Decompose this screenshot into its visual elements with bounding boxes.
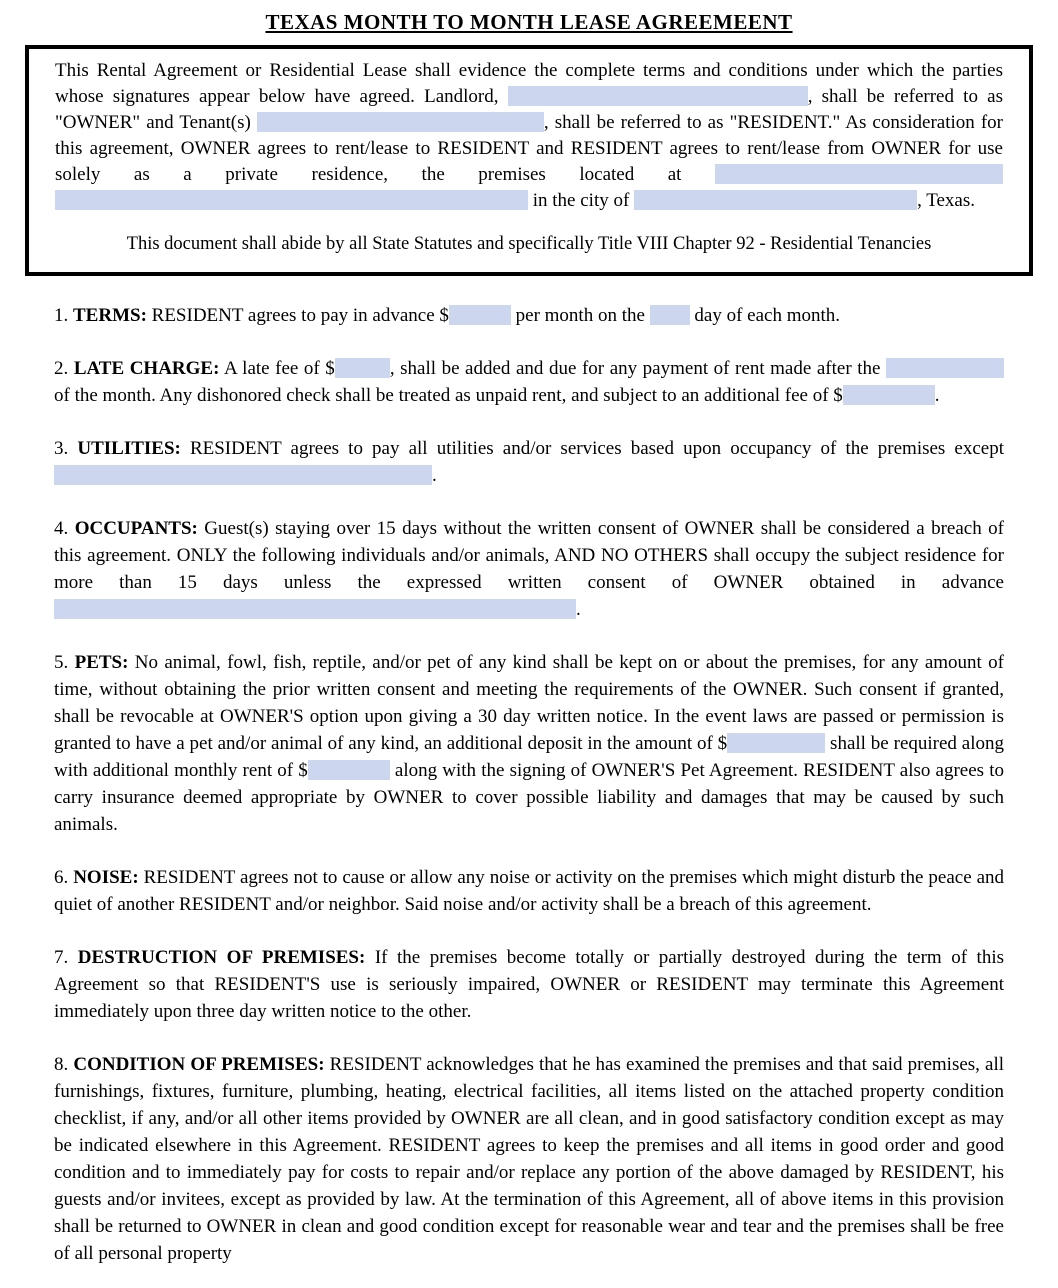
section-destruction-of-premises xyxy=(54,944,1004,1025)
section-condition-of-premises xyxy=(54,1051,1004,1267)
section-terms xyxy=(54,302,1004,329)
text-run: , shall be added and due for any payment of rent made after the xyxy=(389,358,886,379)
section-number: 8. xyxy=(54,1054,74,1075)
text-run: RESIDENT acknowledges that he has examined the premises and that said premises, all furnishings, fixtures, furniture, plumbing, heating, electrical facilities, all items listed on the attached property condition checklist, if any, and/or all other items provided by OWNER are all clean, and in good satisfactory condition except as may be indicated elsewhere in this Agreement. RESIDENT agrees to keep the premises and all items in good order and good condition and to immediately pay for costs to repair and/or replace any portion of the above damaged by RESIDENT, his guests and/or invitees, except as provided by law. At the termination of this Agreement, all of above items in this provision shall be returned to OWNER in clean and good condition except for reasonable wear and tear and the premises shall be free of all personal property xyxy=(54,1054,1005,1264)
section-noise xyxy=(54,864,1004,918)
text-run: , shall be referred to as "OWNER" and Tenant(s) xyxy=(55,86,1003,133)
utilities-exception-field[interactable] xyxy=(54,465,432,485)
section-heading: DESTRUCTION OF PREMISES: xyxy=(77,947,366,968)
premises-address-field[interactable] xyxy=(715,164,1003,184)
dishonored-check-fee-field[interactable] xyxy=(843,385,935,405)
section-number: 1. xyxy=(54,305,73,326)
section-heading: LATE CHARGE: xyxy=(73,358,220,379)
section-utilities xyxy=(54,435,1004,489)
section-late-charge xyxy=(54,355,1004,409)
section-occupants xyxy=(54,515,1004,623)
section-heading: CONDITION OF PREMISES: xyxy=(73,1054,325,1075)
text-run: This Rental Agreement or Residential Lease shall evidence the complete terms and conditions under which the parties whose signatures appear below have agreed. Landlord, xyxy=(55,60,1003,107)
sections xyxy=(54,302,1004,1267)
pet-deposit-field[interactable] xyxy=(727,733,825,753)
text-run: , Texas. xyxy=(917,190,976,211)
section-heading: UTILITIES: xyxy=(77,438,181,459)
section-number: 6. xyxy=(54,867,74,888)
text-run: No animal, fowl, fish, reptile, and/or pet of any kind shall be kept on or about the premises, for any amount of time, without obtaining the prior written consent and meeting the requirements of the OWNER. Such consent if granted, shall be revocable at OWNER'S option upon giving a 30 day written notice. In the event laws are passed or permission is granted to have a pet and/or animal of any kind, an additional deposit in the amount of $ xyxy=(54,652,1005,754)
text-run: RESIDENT agrees to pay in advance $ xyxy=(146,305,449,326)
late-fee-amount-field[interactable] xyxy=(335,358,390,378)
section-number: 7. xyxy=(54,947,78,968)
text-run: RESIDENT agrees not to cause or allow any noise or activity on the premises which might disturb the peace and quiet of another RESIDENT and/or neighbor. Said noise and/or activity shall be a breach of this agreement. xyxy=(54,867,1005,915)
approved-occupants-field[interactable] xyxy=(54,599,576,619)
text-run: If the premises become totally or partially destroyed during the term of this Agreement so that RESIDENT'S use is seriously impaired, OWNER or RESIDENT may terminate this Agreement immediately upon three day written notice to the other. xyxy=(54,947,1005,1022)
section-pets xyxy=(54,649,1004,838)
text-run: . xyxy=(934,385,940,406)
section-number: 3. xyxy=(54,438,78,459)
text-run: . xyxy=(432,465,437,486)
section-number: 2. xyxy=(54,358,74,379)
text-run: A late fee of $ xyxy=(219,358,335,379)
text-run: shall be required along with additional monthly rent of $ xyxy=(54,733,1004,781)
intro-paragraph xyxy=(55,58,1003,214)
landlord-name-field[interactable] xyxy=(508,86,808,106)
text-run: along with the signing of OWNER'S Pet Agreement. RESIDENT also agrees to carry insurance deemed appropriate by OWNER to cover possible liability and damages that may be caused by such animals. xyxy=(54,760,1005,835)
section-heading: NOISE: xyxy=(73,867,139,888)
statute-line: This document shall abide by all State Statutes and specifically Title VIII Chapter 92 - Residential Tenancies xyxy=(126,234,932,254)
premises-address-field-2[interactable] xyxy=(55,190,528,210)
section-number: 5. xyxy=(54,652,75,673)
text-run: in the city of xyxy=(528,190,635,211)
section-number: 4. xyxy=(54,518,75,539)
text-run: Guest(s) staying over 15 days without the written consent of OWNER shall be considered a breach of this agreement. ONLY the following individuals and/or animals, AND NO OTHERS shall occupy the subject residence for more than 15 days unless the expressed written consent of OWNER obtained in advance xyxy=(54,518,1004,593)
section-heading: OCCUPANTS: xyxy=(74,518,198,539)
text-run: day of each month. xyxy=(689,305,841,326)
section-heading: PETS: xyxy=(74,652,129,673)
tenant-names-field[interactable] xyxy=(257,112,544,132)
text-run: . xyxy=(576,599,581,620)
rent-amount-field[interactable] xyxy=(449,305,511,325)
city-field[interactable] xyxy=(634,190,917,210)
text-run: per month on the xyxy=(510,305,650,326)
intro-box xyxy=(25,45,1033,276)
pet-rent-field[interactable] xyxy=(308,760,390,780)
rent-due-day-field[interactable] xyxy=(650,305,690,325)
text-run: , shall be referred to as "RESIDENT." As consideration for this agreement, OWNER agrees to rent/lease to RESIDENT and RESIDENT agrees to rent/lease from OWNER for use solely as a private residence, the premises located at xyxy=(55,112,1003,185)
text-run: of the month. Any dishonored check shall be treated as unpaid rent, and subject to an additional fee of $ xyxy=(54,385,843,406)
text-run: RESIDENT agrees to pay all utilities and/or services based upon occupancy of the premises except xyxy=(180,438,1005,459)
document-title: TEXAS MONTH TO MONTH LEASE AGREEMEENT xyxy=(265,10,793,34)
late-after-day-field[interactable] xyxy=(886,358,1004,378)
section-heading: TERMS: xyxy=(73,305,147,326)
